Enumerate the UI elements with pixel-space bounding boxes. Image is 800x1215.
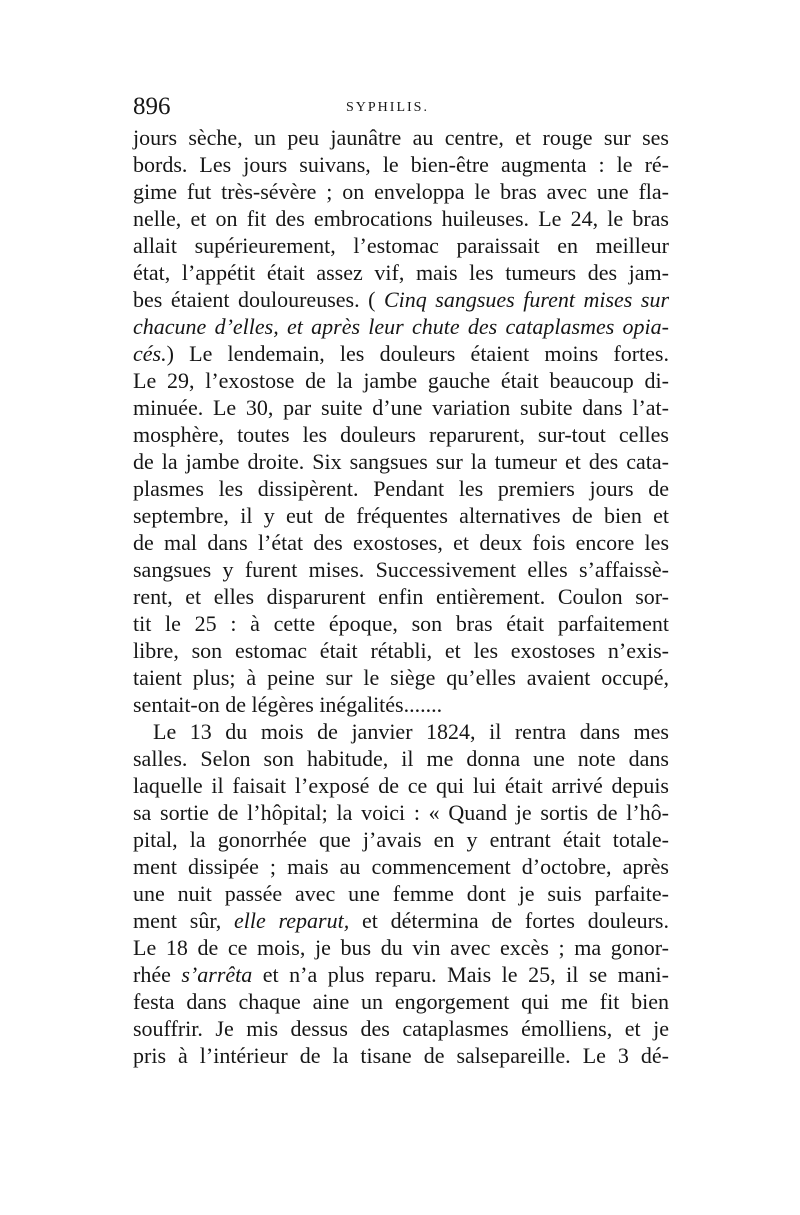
text-line: pital, la gonorrhée que j’avais en y entrant était totale-: [133, 827, 669, 852]
text-line: festa dans chaque aine un engorgement qui me fit bien: [133, 989, 669, 1014]
text-line: septembre, il y eut de fréquentes alternatives de bien et: [133, 503, 669, 528]
text-segment: ment sûr,: [133, 908, 235, 933]
text-line: allait supérieurement, l’estomac paraissait en meilleur: [133, 233, 669, 258]
text-line: plasmes les dissipèrent. Pendant les premiers jours de: [133, 476, 669, 501]
text-line: état, l’appétit était assez vif, mais les tumeurs des jam-: [133, 260, 669, 285]
text-line: nelle, et on fit des embrocations huileuses. Le 24, le bras: [133, 206, 669, 231]
text-line: tit le 25 : à cette époque, son bras était parfaitement: [133, 611, 669, 636]
text-line: mosphère, toutes les douleurs reparurent, sur-tout celles: [133, 422, 669, 447]
text-line: Le 29, l’exostose de la jambe gauche était beaucoup di-: [133, 368, 669, 393]
text-line: pris à l’intérieur de la tisane de salsepareille. Le 3 dé-: [133, 1043, 669, 1068]
italic-text-line: [133, 313, 669, 340]
text-segment: bes étaient douloureuses. (: [133, 287, 384, 312]
text-line: bords. Les jours suivans, le bien-être augmenta : le ré-: [133, 152, 669, 177]
text-line: de la jambe droite. Six sangsues sur la tumeur et des cata-: [133, 449, 669, 474]
text-line: sangsues y furent mises. Successivement elles s’affaissè-: [133, 557, 669, 582]
text-line: laquelle il faisait l’exposé de ce qui lui était arrivé depuis: [133, 773, 669, 798]
text-segment: et détermina de fortes douleurs.: [349, 908, 669, 933]
text-line: une nuit passée avec une femme dont je suis parfaite-: [133, 881, 669, 906]
italic-segment: Cinq sangsues furent mises sur: [383, 287, 670, 312]
text-line: sentait-on de légères inégalités.......: [133, 692, 443, 717]
text-line: salles. Selon son habitude, il me donna une note dans: [133, 746, 669, 771]
text-line: sa sortie de l’hôpital; la voici : « Quand je sortis de l’hô-: [133, 800, 669, 825]
body-text: [133, 124, 669, 1069]
text-segment: rhée: [133, 962, 182, 987]
page-header: [133, 92, 673, 122]
text-line: ment dissipée ; mais au commencement d’octobre, après: [133, 854, 669, 879]
text-line: Le 18 de ce mois, je bus du vin avec excès ; ma gonor-: [133, 935, 669, 960]
text-line: libre, son estomac était rétabli, et les exostoses n’exis-: [133, 638, 669, 663]
page-number: 896: [133, 93, 171, 120]
text-line-indented: Le 13 du mois de janvier 1824, il rentra dans mes: [153, 719, 669, 744]
italic-segment: elle reparut,: [234, 908, 350, 933]
text-line: minuée. Le 30, par suite d’une variation subite dans l’at-: [133, 395, 669, 420]
running-title: SYPHILIS.: [346, 100, 429, 115]
text-line-with-italic: [133, 340, 669, 367]
text-line: de mal dans l’état des exostoses, et deux fois encore les: [133, 530, 669, 555]
text-line: gime fut très-sévère ; on enveloppa le bras avec une fla-: [133, 179, 669, 204]
text-line: jours sèche, un peu jaunâtre au centre, et rouge sur ses: [133, 125, 669, 150]
text-line-with-italic: [133, 907, 669, 934]
italic-segment: chacune d’elles, et après leur chute des cataplasmes opia-: [133, 314, 669, 339]
text-line-with-italic: [133, 286, 669, 313]
text-segment: et n’a plus reparu. Mais le 25, il se mani-: [252, 962, 669, 987]
text-line: taient plus; à peine sur le siège qu’elles avaient occupé,: [133, 665, 669, 690]
italic-segment: cés.: [133, 341, 167, 366]
italic-segment: s’arrêta: [181, 962, 253, 987]
text-line-with-italic: [133, 961, 669, 988]
text-line: souffrir. Je mis dessus des cataplasmes émolliens, et je: [133, 1016, 669, 1041]
text-segment: ) Le lendemain, les douleurs étaient moins fortes.: [166, 341, 669, 366]
text-line: rent, et elles disparurent enfin entièrement. Coulon sor-: [133, 584, 669, 609]
